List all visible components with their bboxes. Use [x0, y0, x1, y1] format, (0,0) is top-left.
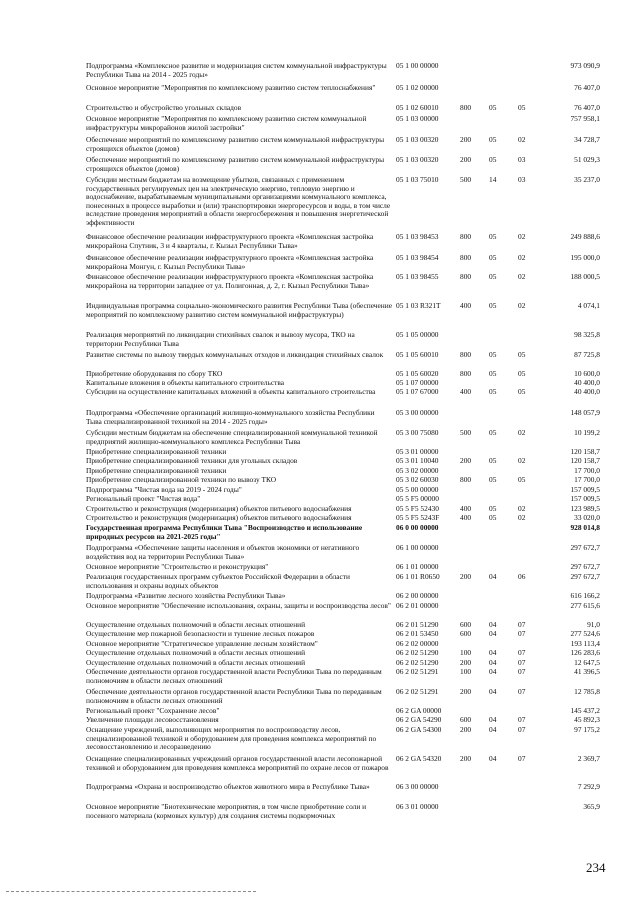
row-code: 06 2 GA 54300	[396, 725, 442, 734]
row-amount: 157 009,5	[570, 485, 600, 494]
row-expense-type: 200	[460, 572, 472, 581]
row-code: 05 1 02 00000	[396, 83, 439, 92]
row-section: 04	[489, 754, 497, 763]
row-name: Индивидуальная программа социально-экономического развития Республики Тыва (обеспечение мероприятий по комплексному развитию систем коммунальной инфраструктуры)	[86, 301, 392, 319]
row-expense-type: 400	[460, 513, 472, 522]
row-amount: 40 400,0	[574, 378, 600, 387]
row-expense-type: 200	[460, 155, 472, 164]
row-name: Приобретение оборудования по сбору ТКО	[86, 369, 223, 378]
row-name: Региональный проект "Сохранение лесов"	[86, 706, 220, 715]
row-expense-type: 200	[460, 658, 472, 667]
row-section: 05	[489, 253, 497, 262]
row-amount: 297 672,7	[570, 543, 600, 552]
row-amount: 148 057,9	[570, 408, 600, 417]
row-subsection: 07	[518, 754, 526, 763]
row-code: 06 2 00 00000	[396, 591, 439, 600]
row-name: Приобретение специализированной техники по вывозу ТКО	[86, 475, 277, 484]
row-name: Приобретение специализированной техники	[86, 466, 227, 475]
row-name: Подпрограмма "Чистая вода на 2019 - 2024 годы"	[86, 485, 242, 494]
row-subsection: 05	[518, 387, 526, 396]
row-subsection: 05	[518, 103, 526, 112]
row-amount: 277 615,6	[570, 601, 600, 610]
row-expense-type: 800	[460, 350, 472, 359]
row-subsection: 07	[518, 620, 526, 629]
row-code: 05 5 F5 52430	[396, 504, 439, 513]
row-subsection: 05	[518, 475, 526, 484]
row-subsection: 07	[518, 725, 526, 734]
row-section: 04	[489, 715, 497, 724]
row-amount: 33 020,0	[574, 513, 600, 522]
row-section: 05	[489, 350, 497, 359]
row-subsection: 02	[518, 272, 526, 281]
row-code: 05 1 03 98454	[396, 253, 439, 262]
row-expense-type: 500	[460, 428, 472, 437]
row-name: Основное мероприятие "Строительство и реконструкция"	[86, 562, 269, 571]
row-name: Реализация государственных программ субъектов Российской Федерации в области использования и охраны водных объектов	[86, 572, 350, 590]
row-expense-type: 800	[460, 475, 472, 484]
row-code: 05 1 05 60010	[396, 350, 439, 359]
row-subsection: 05	[518, 369, 526, 378]
row-amount: 195 000,0	[570, 253, 600, 262]
row-amount: 45 892,3	[574, 715, 600, 724]
row-code: 05 1 03 00000	[396, 114, 439, 123]
row-expense-type: 800	[460, 272, 472, 281]
row-amount: 193 113,4	[570, 639, 600, 648]
row-section: 04	[489, 620, 497, 629]
row-code: 05 1 05 00000	[396, 330, 439, 339]
row-amount: 297 672,7	[570, 572, 600, 581]
row-name: Обеспечение деятельности органов государственной власти Республики Тыва по переданным полномочиям в области лесных отношений	[86, 687, 382, 705]
row-code: 06 0 00 00000	[396, 523, 439, 532]
row-amount: 12 785,8	[574, 687, 600, 696]
row-code: 06 3 00 00000	[396, 782, 439, 791]
row-code: 06 2 02 51290	[396, 648, 439, 657]
row-name: Обеспечение мероприятий по комплексному развитию систем коммунальной инфраструктуры строящихся объектов (домов)	[86, 155, 385, 173]
row-subsection: 03	[518, 155, 526, 164]
row-name: Подпрограмма «Комплексное развитие и модернизация систем коммунальной инфраструктуры Республики Тыва на 2014 - 2025 годы»	[86, 61, 387, 79]
row-name: Подпрограмма «Обеспечение защиты населения и объектов экономики от негативного воздействия вод на территории Республики Тыва»	[86, 543, 360, 561]
row-code: 06 2 01 51290	[396, 620, 439, 629]
row-code: 06 2 01 53450	[396, 629, 439, 638]
row-subsection: 07	[518, 715, 526, 724]
row-code: 06 1 00 00000	[396, 543, 439, 552]
row-name: Подпрограмма «Развитие лесного хозяйства Республики Тыва»	[86, 591, 286, 600]
row-code: 06 2 02 51291	[396, 687, 439, 696]
row-section: 05	[489, 301, 497, 310]
row-amount: 97 175,2	[574, 725, 600, 734]
row-amount: 40 400,0	[574, 387, 600, 396]
row-name: Осуществление мер пожарной безопасности и тушение лесных пожаров	[86, 629, 315, 638]
row-code: 05 5 F5 00000	[396, 494, 439, 503]
row-name: Увеличение площади лесовосстановления	[86, 715, 219, 724]
row-section: 04	[489, 629, 497, 638]
row-section: 05	[489, 369, 497, 378]
row-subsection: 02	[518, 504, 526, 513]
row-subsection: 07	[518, 648, 526, 657]
row-amount: 10 199,2	[574, 428, 600, 437]
row-code: 05 1 07 67000	[396, 387, 439, 396]
row-subsection: 02	[518, 232, 526, 241]
row-code: 05 1 05 60020	[396, 369, 439, 378]
row-section: 14	[489, 175, 497, 184]
row-amount: 87 725,8	[574, 350, 600, 359]
row-code: 06 2 GA 00000	[396, 706, 442, 715]
row-name: Основное мероприятие "Мероприятия по комплексному развитию систем коммунальной инфраструктуры микрорайонов жилой застройки"	[86, 114, 367, 132]
row-amount: 17 700,0	[574, 475, 600, 484]
row-amount: 76 407,0	[574, 83, 600, 92]
row-code: 05 1 03 75010	[396, 175, 439, 184]
row-amount: 126 283,6	[570, 648, 600, 657]
page-number: 234	[586, 860, 606, 875]
row-amount: 4 074,1	[577, 301, 600, 310]
row-amount: 10 600,0	[574, 369, 600, 378]
row-code: 05 1 03 00320	[396, 155, 439, 164]
row-name: Основное мероприятие "Мероприятия по комплексному развитию систем теплоснабжения"	[86, 83, 376, 92]
row-section: 05	[489, 513, 497, 522]
row-name: Строительство и реконструкция (модернизация) объектов питьевого водоснабжения	[86, 504, 352, 513]
row-subsection: 02	[518, 253, 526, 262]
row-section: 04	[489, 725, 497, 734]
row-amount: 120 158,7	[570, 447, 600, 456]
row-subsection: 07	[518, 687, 526, 696]
row-section: 04	[489, 667, 497, 676]
row-code: 05 1 03 R321T	[396, 301, 441, 310]
row-amount: 188 000,5	[570, 272, 600, 281]
row-name: Региональный проект "Чистая вода"	[86, 494, 201, 503]
row-amount: 34 728,7	[574, 135, 600, 144]
row-amount: 51 029,3	[574, 155, 600, 164]
row-amount: 157 009,5	[570, 494, 600, 503]
row-expense-type: 100	[460, 648, 472, 657]
row-name: Субсидии на осуществление капитальных вложений в объекты капитального строительства	[86, 387, 376, 396]
row-section: 05	[489, 103, 497, 112]
row-name: Развитие системы по вывозу твердых коммунальных отходов и ликвидация стихийных свалок	[86, 350, 384, 359]
row-amount: 41 396,5	[574, 667, 600, 676]
row-amount: 145 437,2	[570, 706, 600, 715]
row-name: Подпрограмма «Обеспечение организаций жилищно-коммунального хозяйства Республики Тыва специализированной техникой на 2014 - 2025 годы»	[86, 408, 375, 426]
row-amount: 12 647,5	[574, 658, 600, 667]
row-name: Осуществление отдельных полномочий в области лесных отношений	[86, 648, 306, 657]
row-subsection: 05	[518, 350, 526, 359]
row-section: 04	[489, 572, 497, 581]
row-expense-type: 600	[460, 620, 472, 629]
row-name: Основное мероприятие "Обеспечение использования, охраны, защиты и воспроизводства лесов"	[86, 601, 391, 610]
row-code: 06 2 02 00000	[396, 639, 439, 648]
row-amount: 7 292,9	[577, 782, 600, 791]
row-expense-type: 800	[460, 253, 472, 262]
row-expense-type: 400	[460, 387, 472, 396]
row-subsection: 06	[518, 572, 526, 581]
row-amount: 973 090,9	[570, 61, 600, 70]
row-section: 05	[489, 232, 497, 241]
row-code: 05 1 02 60010	[396, 103, 439, 112]
row-expense-type: 800	[460, 103, 472, 112]
row-code: 06 2 GA 54290	[396, 715, 442, 724]
row-code: 06 2 GA 54320	[396, 754, 442, 763]
row-code: 05 3 00 75080	[396, 428, 439, 437]
row-code: 05 5 F5 5243F	[396, 513, 440, 522]
row-code: 06 2 02 51290	[396, 658, 439, 667]
row-code: 05 1 00 00000	[396, 61, 439, 70]
row-section: 05	[489, 387, 497, 396]
row-expense-type: 200	[460, 135, 472, 144]
row-expense-type: 400	[460, 504, 472, 513]
row-subsection: 07	[518, 658, 526, 667]
row-expense-type: 800	[460, 369, 472, 378]
row-name: Оснащение специализированных учреждений органов государственной власти лесопожарной техникой и оборудованием для проведения комплекса мероприятий по охране лесов от пожаров	[86, 754, 389, 772]
row-name: Строительство и реконструкция (модернизация) объектов питьевого водоснабжения	[86, 513, 352, 522]
row-name: Обеспечение мероприятий по комплексному развитию систем коммунальной инфраструктуры строящихся объектов (домов)	[86, 135, 385, 153]
row-amount: 277 524,6	[570, 629, 600, 638]
row-section: 04	[489, 658, 497, 667]
row-name: Государственная программа Республики Тыва "Воспроизводство и использование природных ресурсов на 2021-2025 годы"	[86, 523, 363, 541]
row-amount: 76 407,0	[574, 103, 600, 112]
row-amount: 297 672,7	[570, 562, 600, 571]
row-name: Субсидии местным бюджетам на обеспечение специализированной коммунальной техникой предприятий жилищно-коммунального комплекса Республики Тыва	[86, 428, 378, 446]
row-code: 05 3 01 00000	[396, 447, 439, 456]
row-code: 05 3 00 00000	[396, 408, 439, 417]
row-name: Финансовое обеспечение реализации инфраструктурного проекта «Комплексная застройка микрорайона Монгун, г. Кызыл Республики Тыва»	[86, 253, 374, 271]
row-amount: 35 237,0	[574, 175, 600, 184]
row-section: 04	[489, 687, 497, 696]
row-code: 05 1 03 98453	[396, 232, 439, 241]
row-amount: 120 158,7	[570, 456, 600, 465]
row-amount: 123 989,5	[570, 504, 600, 513]
row-code: 06 2 01 00000	[396, 601, 439, 610]
row-code: 05 3 01 10040	[396, 456, 439, 465]
row-expense-type: 100	[460, 667, 472, 676]
row-expense-type: 200	[460, 754, 472, 763]
row-code: 05 3 02 00000	[396, 466, 439, 475]
row-name: Обеспечение деятельности органов государственной власти Республики Тыва по переданным полномочиям в области лесных отношений	[86, 667, 382, 685]
row-section: 05	[489, 504, 497, 513]
row-amount: 98 325,8	[574, 330, 600, 339]
row-amount: 2 369,7	[577, 754, 600, 763]
row-amount: 17 700,0	[574, 466, 600, 475]
row-name: Субсидии местным бюджетам на возмещение убытков, связанных с применением государственных регулируемых цен на электрическую энергию, тепловую энергию и водоснабжение, вырабатываемым муниципальными организациями коммунального комплекса, понесенных в процессе выработки и (или) транспортировки энергоресурсов и воды, в том числе вследствие проведения мероприятий в области энергосбережения и повышения энергетической эффективности	[86, 175, 391, 227]
row-expense-type: 200	[460, 687, 472, 696]
row-code: 06 3 01 00000	[396, 802, 439, 811]
row-code: 05 1 03 98455	[396, 272, 439, 281]
row-name: Осуществление отдельных полномочий в области лесных отношений	[86, 658, 306, 667]
row-section: 05	[489, 272, 497, 281]
row-name: Приобретение специализированной техники для угольных складов	[86, 456, 298, 465]
row-expense-type: 600	[460, 715, 472, 724]
row-amount: 757 958,1	[570, 114, 600, 123]
row-amount: 249 888,6	[570, 232, 600, 241]
row-name: Реализация мероприятий по ликвидации стихийных свалок и вывозу мусора, ТКО на территории Республики Тыва	[86, 330, 355, 348]
row-subsection: 02	[518, 456, 526, 465]
row-expense-type: 200	[460, 456, 472, 465]
row-subsection: 02	[518, 301, 526, 310]
row-name: Оснащение учреждений, выполняющих мероприятия по воспроизводству лесов, специализированной техникой и оборудованием для проведения комплекса мероприятий по лесовосстановлению и лесоразведению	[86, 725, 377, 752]
row-subsection: 07	[518, 667, 526, 676]
row-name: Осуществление отдельных полномочий в области лесных отношений	[86, 620, 306, 629]
row-section: 05	[489, 155, 497, 164]
row-code: 06 1 01 R0650	[396, 572, 440, 581]
row-section: 05	[489, 428, 497, 437]
row-subsection: 03	[518, 175, 526, 184]
row-subsection: 02	[518, 513, 526, 522]
row-name: Приобретение специализированной техники	[86, 447, 227, 456]
row-name: Финансовое обеспечение реализации инфраструктурного проекта «Комплексная застройка микрорайона на территории западнее от ул. Полигонная, д. 2, г. Кызыл Республики Тыва»	[86, 272, 374, 290]
row-expense-type: 400	[460, 301, 472, 310]
row-section: 05	[489, 475, 497, 484]
row-name: Основное мероприятие "Биотехнические мероприятия, в том числе приобретение соли и посевного материала (кормовых культур) для создания системы подкормочных	[86, 802, 367, 820]
row-expense-type: 800	[460, 232, 472, 241]
row-amount: 91,0	[587, 620, 600, 629]
row-name: Основное мероприятие "Стратегическое управление лесным хозяйством"	[86, 639, 318, 648]
row-code: 05 5 00 00000	[396, 485, 439, 494]
row-name: Подпрограмма «Охрана и воспроизводство объектов животного мира в Республике Тыва»	[86, 782, 370, 791]
row-expense-type: 500	[460, 175, 472, 184]
footer-rule	[6, 891, 256, 892]
row-code: 05 1 03 00320	[396, 135, 439, 144]
row-code: 06 2 02 51291	[396, 667, 439, 676]
row-section: 04	[489, 648, 497, 657]
row-subsection: 07	[518, 629, 526, 638]
row-amount: 928 014,8	[570, 523, 600, 532]
row-name: Финансовое обеспечение реализации инфраструктурного проекта «Комплексная застройка микрорайона Спутник, 3 и 4 кварталы, г. Кызыл Республики Тыва»	[86, 232, 374, 250]
row-code: 05 3 02 60030	[396, 475, 439, 484]
row-section: 05	[489, 456, 497, 465]
row-subsection: 02	[518, 135, 526, 144]
row-name: Строительство и обустройство угольных складов	[86, 103, 242, 112]
row-subsection: 02	[518, 428, 526, 437]
row-expense-type: 600	[460, 629, 472, 638]
row-amount: 365,9	[583, 802, 600, 811]
row-amount: 616 166,2	[570, 591, 600, 600]
row-expense-type: 200	[460, 725, 472, 734]
row-name: Капитальные вложения в объекты капитального строительства	[86, 378, 285, 387]
row-code: 06 1 01 00000	[396, 562, 439, 571]
row-section: 05	[489, 135, 497, 144]
row-code: 05 1 07 00000	[396, 378, 439, 387]
